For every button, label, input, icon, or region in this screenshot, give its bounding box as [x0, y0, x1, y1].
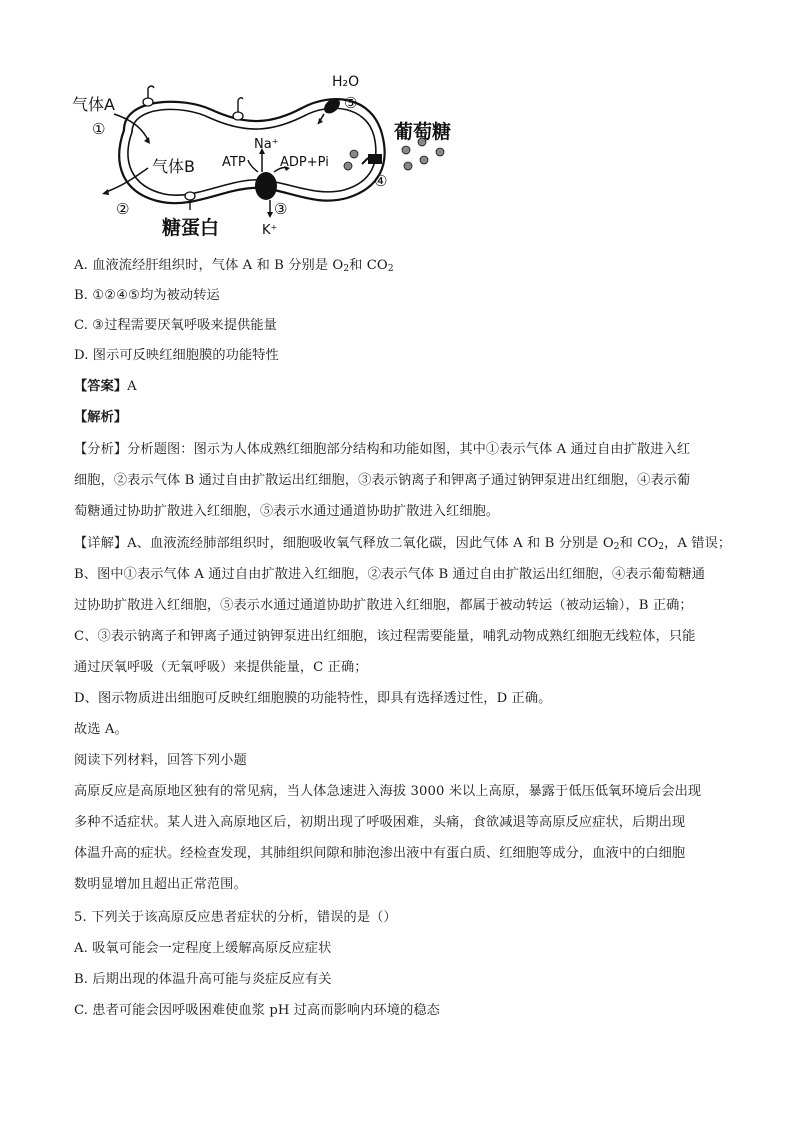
- question5-option-a: A. 吸氧可能会一定程度上缓解高原反应症状: [74, 941, 332, 956]
- answer-line: [74, 377, 734, 397]
- label-na: Na⁺: [254, 137, 279, 152]
- detail-line5: 通过厌氧呼吸（无氧呼吸）来提供能量，C 正确；: [74, 660, 368, 675]
- material-line3: 体温升高的症状。经检查发现，其肺组织间隙和肺泡渗出液中有蛋白质、红细胞等成分，血液中的白细胞: [74, 846, 686, 861]
- label-water: H₂O: [332, 74, 360, 90]
- material-line4: 数明显增加且超出正常范围。: [74, 877, 247, 892]
- glucose-carrier-protein: [362, 154, 382, 164]
- question5-stem: 5. 下列关于该高原反应患者症状的分析，错误的是（）: [74, 910, 397, 925]
- analysis-label: 【解析】: [74, 410, 128, 425]
- detail-line1: 【详解】A、血液流经肺部组织时，细胞吸收氧气释放二氧化碳，因此气体 A 和 B 分别是 $O_2$和 $CO_2$，A 错误；: [74, 536, 732, 552]
- question5-option-b: B. 后期出现的体温升高可能与炎症反应有关: [74, 972, 332, 987]
- cell-transport-figure: [62, 68, 482, 244]
- label-k: K⁺: [262, 223, 278, 238]
- label-atp: ATP: [222, 155, 246, 170]
- detail-line2: B、图中①表示气体 A 通过自由扩散进入红细胞，②表示气体 B 通过自由扩散运出红细胞，④表示葡萄糖通: [74, 567, 706, 582]
- label-adp: ADP+Pi: [280, 155, 329, 170]
- membrane-protein-top-middle: [233, 98, 243, 120]
- detail-line3: 过协助扩散进入红细胞，⑤表示水通过通道协助扩散进入红细胞，都属于被动转运（被动运输），B 正确；: [74, 598, 693, 613]
- label-glucose: 葡萄糖: [394, 121, 452, 143]
- material-intro: 阅读下列材料，回答下列小题: [74, 753, 247, 768]
- analysis-p1-line1: 【分析】分析题图：图示为人体成熟红细胞部分结构和功能如图，其中①表示气体 A 通过自由扩散进入红: [74, 442, 691, 457]
- answer-label: 【答案】: [74, 379, 128, 394]
- material-line1: 高原反应是高原地区独有的常见病，当人体急速进入海拔 3000 米以上高原，暴露于低压低氧环境后会出现: [74, 784, 702, 799]
- label-n1: ①: [92, 120, 106, 138]
- analysis-p1-line3: 萄糖通过协助扩散进入红细胞，⑤表示水通过通道协助扩散进入红细胞。: [74, 504, 500, 519]
- option-a-prev: A. 血液流经肝组织时，气体 A 和 B 分别是 $O_2$和 $CO_2$: [74, 258, 394, 274]
- option-c-prev: C. ③过程需要厌氧呼吸来提供能量: [74, 318, 277, 333]
- label-gas-b: 气体B: [152, 157, 195, 176]
- label-gas-a: 气体A: [72, 95, 115, 114]
- detail-line4: C、③表示钠离子和钾离子通过钠钾泵进出红细胞，该过程需要能量，哺乳动物成熟红细胞无线粒体，只能: [74, 629, 696, 644]
- conclusion-line: 故选 A。: [74, 722, 128, 737]
- label-n4: ④: [374, 172, 388, 190]
- detail-line6: D、图示物质进出细胞可反映红细胞膜的功能特性，即具有选择透过性，D 正确。: [74, 691, 552, 706]
- cell-diagram-svg: [62, 68, 482, 244]
- material-line2: 多种不适症状。某人进入高原地区后，初期出现了呼吸困难，头痛，食欲减退等高原反应症状，后期出现: [74, 815, 686, 830]
- cell-membrane-outer: [119, 99, 384, 203]
- question5-option-c: C. 患者可能会因呼吸困难使血浆 pH 过高而影响内环境的稳态: [74, 1003, 440, 1018]
- label-n3: ③: [274, 200, 288, 218]
- membrane-protein-top-left: [143, 86, 154, 106]
- option-d-prev: D. 图示可反映红细胞膜的功能特性: [74, 348, 279, 363]
- answer-value: A: [127, 379, 137, 394]
- label-n2: ②: [116, 200, 130, 218]
- label-glycoprotein: 糖蛋白: [162, 217, 220, 239]
- analysis-p1-line2: 细胞，②表示气体 B 通过自由扩散运出红细胞，③表示钠离子和钾离子通过钠钾泵进出红细胞，④表示葡: [74, 473, 691, 488]
- option-b-prev: B. ①②④⑤均为被动转运: [74, 288, 220, 303]
- label-n5: ⑤: [344, 94, 358, 112]
